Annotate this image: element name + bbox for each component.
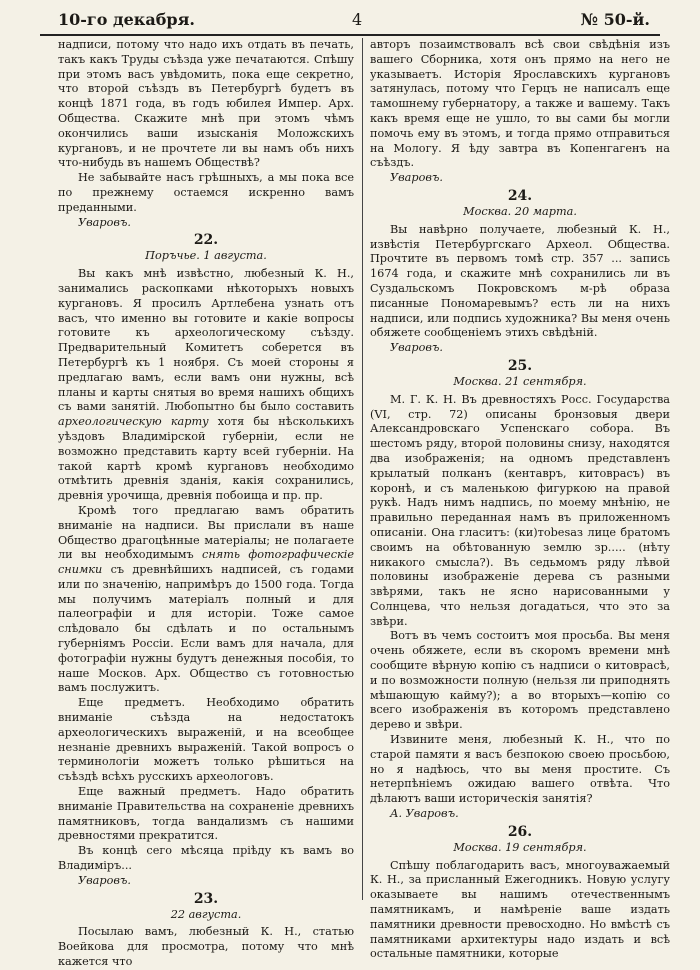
paragraph: Вы навѣрно получаете, любезный К. Н., извѣстія Петербургскаго Археол. Общества. Прочтите въ первомъ томѣ стр. 357 ... запись 1674 года, и скажите мнѣ сохранились ли въ Суздальскомъ Покровскомъ м-рѣ образа писанные Пономаревымъ? есть ли на нихъ надписи, или подпись художника? Вы меня очень обяжете сообщеніемъ этихъ свѣдѣній. bbox=[370, 222, 670, 340]
paragraph: надписи, потому что надо ихъ отдать въ печать, такъ какъ Труды съѣзда уже печатаются. Спѣшу при этомъ васъ увѣдомить, пока еще секретно, что второй съѣздъ въ Петербургѣ будетъ въ концѣ 1871 года, въ годъ юбилея Импер. Арх. Общества. Скажите мнѣ при этомъ чѣмъ окончились ваши изысканія Моложскихъ кургановъ, и не прочтете ли вы намъ объ нихъ что-нибудь въ нашемъ Обществѣ? bbox=[58, 38, 354, 170]
signature: Уваровъ. bbox=[390, 341, 443, 355]
issue-date: 10-го декабря. bbox=[58, 10, 195, 29]
letter-number: 26. bbox=[507, 823, 533, 840]
page-number: 4 bbox=[352, 10, 363, 29]
letter-number: 25. bbox=[507, 357, 533, 374]
paragraph: Еще важный предметъ. Надо обратить вниманіе Правительства на сохраненіе древнихъ памятниковъ, тогда вандализмъ съ нашими древностями прекратится. bbox=[58, 785, 354, 843]
paragraph: Спѣшу поблагодарить васъ, многоуважаемый К. Н., за присланный Ежегодникъ. Новую услугу оказываете вы нашимъ отечественнымъ памятникамъ, и намѣреніе ваше издать памятники древности превосходно. Но вмѣстѣ съ памятниками архитектуры надо издать и всѣ остальные памятники, которые bbox=[370, 858, 670, 961]
signature: Уваровъ. bbox=[390, 171, 443, 185]
paragraph: М. Г. К. Н. Въ древностяхъ Росс. Государства (VI, стр. 72) описаны бронзовыя двери Александровскаго Успенскаго собора. Въ шестомъ ряду, второй половины снизу, находятся два изображенія; на одномъ представленъ крылатый полканъ (кентавръ, китоврасъ) въ коронѣ, и съ маленькою фигуркою на правой рукѣ. Надъ нимъ надпись, по моему мнѣнію, не правильно переданная намъ въ приложенномъ описаніи. Она гласитъ: (ки)тоbesaз лице братомъ своимъ на обѣтованную землю зр..... (нѣту никакого смысла?). Въ седьмомъ ряду лѣвой половины изображеніе дерева съ разными звѣрями, такъ не ясно нарисованными у Солнцева, что нельзя догадаться, что это за звѣри. bbox=[370, 392, 670, 628]
paragraph: Посылаю вамъ, любезный К. Н., статью Воейкова для просмотра, потому что мнѣ кажется что bbox=[58, 925, 354, 969]
left-column bbox=[58, 38, 354, 969]
letter-number: 22. bbox=[193, 232, 219, 249]
issue-number: № 50-й. bbox=[580, 10, 650, 29]
signature: Уваровъ. bbox=[78, 873, 131, 887]
letter-place-date: Москва. 20 марта. bbox=[463, 204, 577, 218]
letter-place-date: Москва. 21 сентября. bbox=[453, 374, 587, 388]
header-rule bbox=[40, 34, 660, 36]
page-header bbox=[40, 8, 660, 32]
letter-place-date: Поръчье. 1 августа. bbox=[145, 249, 267, 263]
paragraph: Вы какъ мнѣ извѣстно, любезный К. Н., занимались раскопками нѣкоторыхъ новыхъ кургановъ. Я просилъ Артлебена узнать отъ васъ, что именно вы готовите и какіе вопросы готовите къ археологическому съѣзду. Предварительный Комитетъ соберется въ Петербургѣ къ 1 ноября. Съ моей стороны я предлагаю вамъ, если вамъ они нужны, всѣ планы и карты снятыя во время нашихъ общихъ съ вами занятій. Любопытно бы было составить археологическую карту хотя бы нѣсколькихъ уѣздовъ Владимірской губерніи, если не возможно представить карту всей губерніи. На такой картѣ кромѣ кургановъ необходимо отмѣтить древнія зданія, какія сохранились, древнія урочища, древнія побоища и пр. пр. bbox=[58, 267, 354, 503]
letter-number: 24. bbox=[507, 187, 533, 204]
letter-place-date: Москва. 19 сентября. bbox=[453, 840, 587, 854]
paragraph: Еще предметъ. Необходимо обратить вниманіе съѣзда на недостатокъ археологическихъ выраженій, и на всеобщее незнаніе древнихъ выраженій. Такой вопросъ о терминологіи можетъ только рѣшиться на съѣздѣ всѣхъ русскихъ археологовъ. bbox=[58, 696, 354, 784]
right-column bbox=[370, 38, 670, 961]
paragraph: Не забывайте насъ грѣшныхъ, а мы пока все по прежнему остаемся искренно вамъ преданными. bbox=[58, 171, 354, 214]
paragraph: Кромѣ того предлагаю вамъ обратить вниманіе на надписи. Вы прислали въ наше Общество драгоцѣнные матеріалы; не полагаете ли вы необходимымъ снять фотографическіе снимки съ древнѣйшихъ надписей, съ годами или по значенію, напримѣръ до 1500 года. Тогда мы получимъ матеріалъ полный и для палеографіи и для исторіи. Тоже самое слѣдовало бы сдѣлать и по остальнымъ губерніямъ Россіи. Если вамъ для начала, для фотографіи нужны будутъ денежныя пособія, то наше Москов. Арх. Общество съ готовностью вамъ послужитъ. bbox=[58, 503, 354, 695]
paragraph: Извините меня, любезный К. Н., что по старой памяти я васъ безпокою своею просьбою, но я надѣюсь, что вы меня простите. Съ нетерпѣніемъ ожидаю вашего отвѣта. Что дѣлаютъ ваши историческія занятія? bbox=[370, 733, 670, 806]
paragraph: авторъ позаимствовалъ всѣ свои свѣдѣнія изъ вашего Сборника, хотя онъ прямо на него не указываетъ. Исторія Ярославскихъ кургановъ затянулась, потому что Герцъ не написалъ еще тамошнему губернатору, а также и вашему. Такъ какъ время еще не ушло, то вы сами бы могли помочь ему въ этомъ, и тогда прямо отправиться на Мологу. Я ѣду завтра въ Копенгагенъ на съѣздъ. bbox=[370, 38, 670, 170]
letter-place-date: 22 августа. bbox=[170, 907, 242, 921]
paragraph: Вотъ въ чемъ состоитъ моя просьба. Вы меня очень обяжете, если въ скоромъ времени мнѣ сообщите вѣрную копію съ надписи о китоврасѣ, и по возможности полную (нельзя ли приподнять мѣшающую кайму?); а во вторыхъ—копію со всего изображенія въ которомъ представлено дерево и звѣри. bbox=[370, 629, 670, 732]
letter-number: 23. bbox=[193, 890, 219, 907]
signature: А. Уваровъ. bbox=[390, 807, 459, 821]
paragraph: Въ концѣ сего мѣсяца пріѣду къ вамъ во Владиміръ... bbox=[58, 844, 354, 873]
column-separator bbox=[362, 38, 363, 900]
signature: Уваровъ. bbox=[78, 215, 131, 229]
